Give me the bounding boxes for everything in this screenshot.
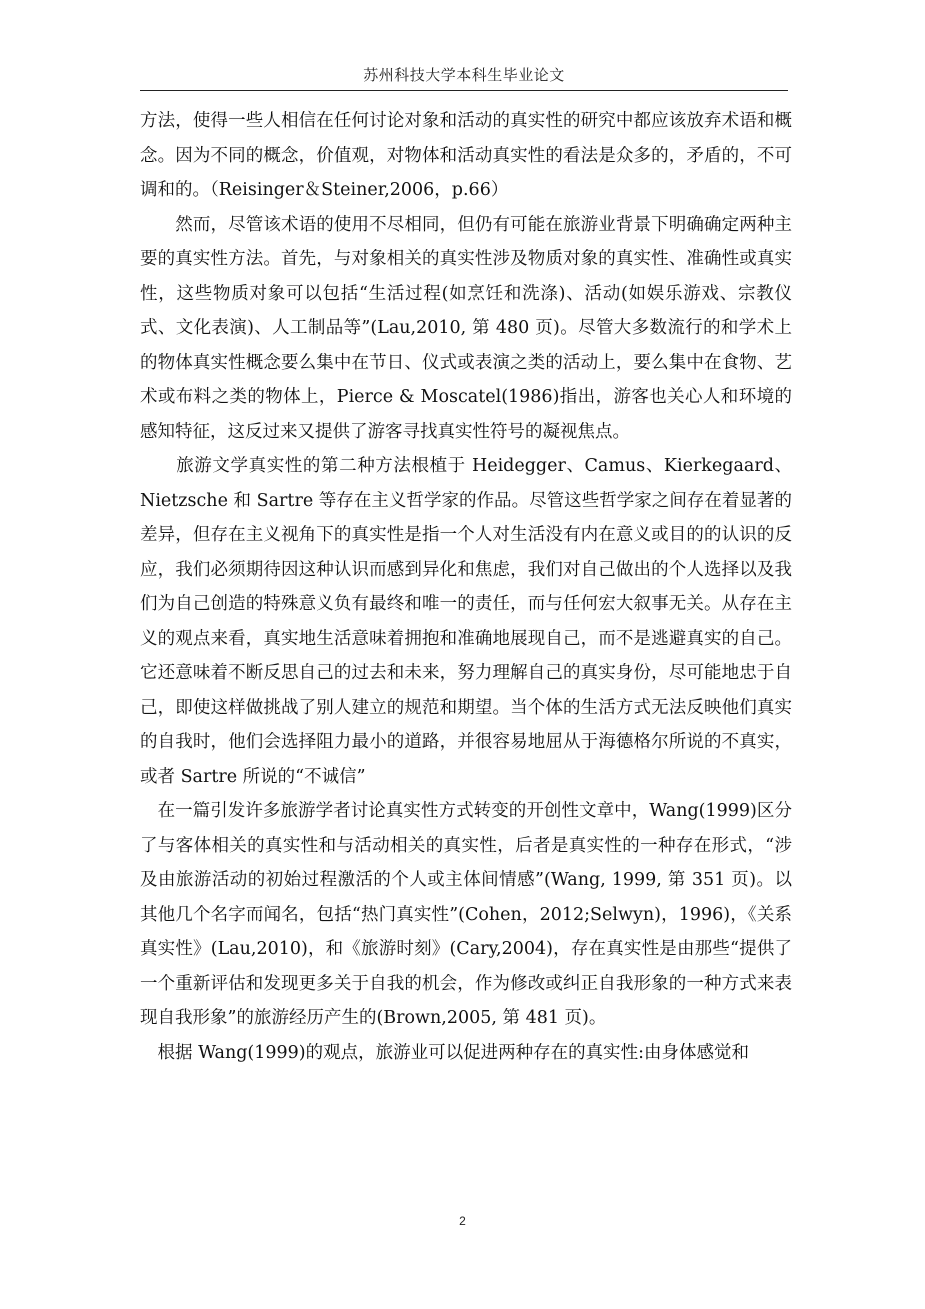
paragraph-3-text: 旅游文学真实性的第二种方法根植于 Heidegger、Camus、Kierkegaard、Nietzsche 和 Sartre 等存在主义哲学家的作品。尽管这些哲学家之间存在着显著的差异，但存在主义视角下的真实性是指一个人对生活没有内在意义或目的的认识的反应，我们必须期待因这种认识而感到异化和焦虑，我们对自己做出的个人选择以及我们为自己创造的特殊意义负有最终和唯一的责任，而与任何宏大叙事无关。从存在主义的观点来看，真实地生活意味着拥抱和准确地展现自己，而不是逃避真实的自己。它还意味着不断反思自己的过去和未来，努力理解自己的真实身份，尽可能地忠于自己，即使这样做挑战了别人建立的规范和期望。当个体的生活方式无法反映他们真实的自我时，他们会选择阻力最小的道路，并很容易地屈从于海德格尔所说的不真实，或者 Sartre 所说的“不诚信” [140, 456, 793, 787]
paragraph-5 [140, 1036, 792, 1071]
paragraph-2-text: 然而，尽管该术语的使用不尽相同，但仍有可能在旅游业背景下明确确定两种主要的真实性方法。首先，与对象相关的真实性涉及物质对象的真实性、准确性或真实性，这些物质对象可以包括“生活过程(如烹饪和洗涤)、活动(如娱乐游戏、宗教仪式、文化表演)、人工制品等”(Lau,2010, 第 480 页)。尽管大多数流行的和学术上的物体真实性概念要么集中在节日、仪式或表演之类的活动上，要么集中在食物、艺术或布料之类的物体上，Pierce & Moscatel(1986)指出，游客也关心人和环境的感知特征，这反过来又提供了游客寻找真实性符号的凝视焦点。 [140, 214, 792, 442]
paragraph-1 [140, 104, 792, 208]
paragraph-4-text: 在一篇引发许多旅游学者讨论真实性方式转变的开创性文章中，Wang(1999)区分了与客体相关的真实性和与活动相关的真实性，后者是真实性的一种存在形式，“涉及由旅游活动的初始过程激活的个人或主体间情感”(Wang, 1999, 第 351 页)。以其他几个名字而闻名，包括“热门真实性”(Cohen，2012;Selwyn)，1996)，《关系真实性》(Lau,2010)，和《旅游时刻》(Cary,2004)，存在真实性是由那些“提供了一个重新评估和发现更多关于自我的机会，作为修改或纠正自我形象的一种方式来表现自我形象”的旅游经历产生的(Brown,2005, 第 481 页)。 [140, 801, 792, 1028]
paragraph-5-text: 根据 Wang(1999)的观点，旅游业可以促进两种存在的真实性:由身体感觉和 [157, 1042, 750, 1063]
paragraph-3-indent [140, 456, 176, 476]
paragraph-1-text: 方法，使得一些人相信在任何讨论对象和活动的真实性的研究中都应该放弃术语和概念。因为不同的概念，价值观，对物体和活动真实性的看法是众多的，矛盾的，不可调和的。（Reisinger＆Steiner,2006，p.66） [140, 111, 792, 200]
paragraph-2-indent [140, 215, 175, 235]
paragraph-4 [140, 794, 792, 1036]
paragraph-4-indent [140, 801, 158, 821]
page-number: 2 [459, 1214, 466, 1228]
paragraph-3 [140, 449, 792, 794]
body-text [140, 104, 792, 1070]
paragraph-5-indent [140, 1043, 158, 1063]
header-title: 苏州科技大学本科生毕业论文 [363, 66, 565, 84]
paragraph-2 [140, 208, 792, 450]
page-header [140, 64, 788, 91]
